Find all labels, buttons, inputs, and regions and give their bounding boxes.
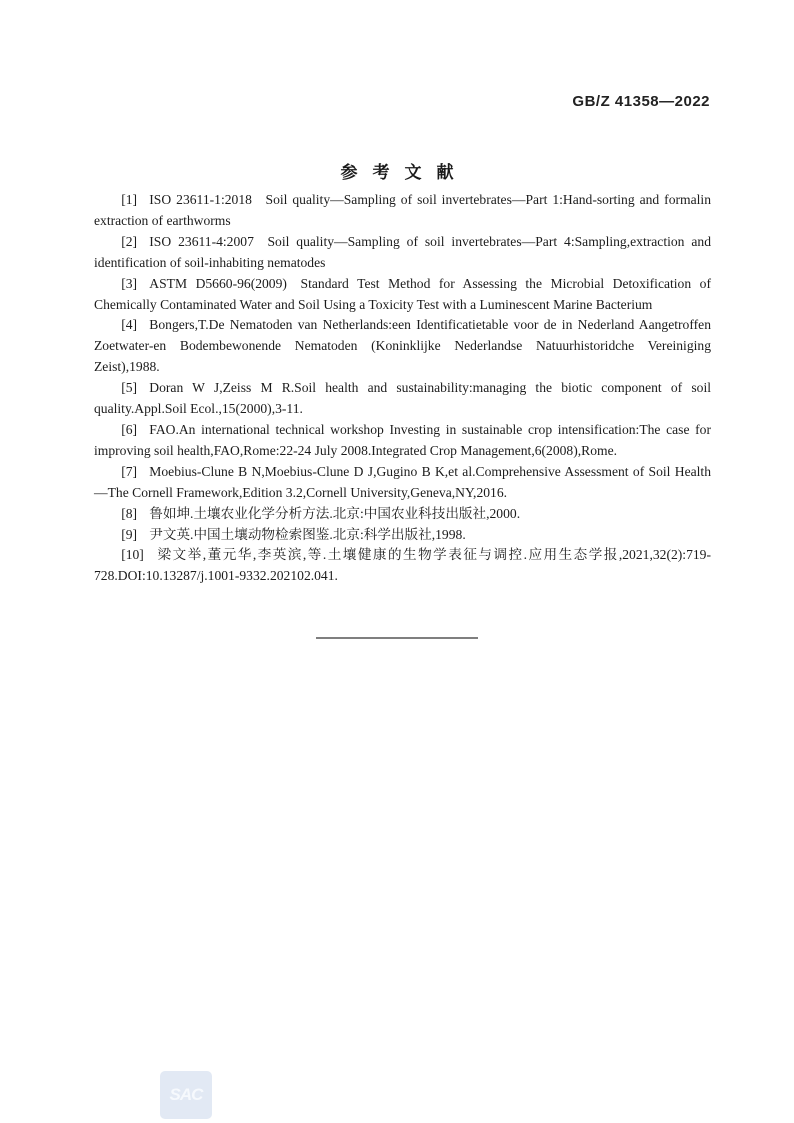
end-of-document-divider [316,637,478,639]
reference-item [94,315,711,378]
reference-item [94,274,711,316]
standard-code-header: GB/Z 41358—2022 [572,93,710,110]
reference-label: [1] [121,192,138,207]
reference-item [94,462,711,504]
reference-label: [9] [121,526,138,542]
reference-text: 梁文举,董元华,李英滨,等.土壤健康的生物学表征与调控.应用生态学报,2021,32(2):719-728.DOI:10.13287/j.1001-9332.202102.041. [94,547,711,584]
reference-item [94,525,711,546]
reference-text: Moebius-Clune B N,Moebius-Clune D J,Gugino B K,et al.Comprehensive Assessment of Soil Health—The Cornell Framework,Edition 3.2,Cornell University,Geneva,NY,2016. [94,463,711,500]
references-section-title: 参考文献 [340,163,469,182]
reference-text: ISO 23611-4:2007 Soil quality—Sampling of soil invertebrates—Part 4:Sampling,extraction and identification of soil-inhabiting nematodes [94,233,711,270]
reference-text: FAO.An international technical workshop Investing in sustainable crop intensification:The case for improving soil health,FAO,Rome:22-24 July 2008.Integrated Crop Management,6(2008),Rome. [94,421,711,458]
reference-label: [2] [121,233,138,249]
reference-label: [3] [121,275,138,291]
reference-label: [7] [121,463,138,479]
sac-logo-watermark [160,1071,212,1119]
reference-label: [8] [121,505,138,521]
reference-text: 鲁如坤.土壤农业化学分析方法.北京:中国农业科技出版社,2000. [149,505,521,521]
reference-item [94,504,711,525]
reference-text: ASTM D5660-96(2009) Standard Test Method for Assessing the Microbial Detoxification of Chemically Contaminated Water and Soil Using a Toxicity Test with a Luminescent Marine Bacterium [94,275,711,312]
reference-text: ISO 23611-1:2018 Soil quality—Sampling of soil invertebrates—Part 1:Hand-sorting and formalin extraction of earthworms [94,192,711,228]
reference-label: [10] [121,547,144,563]
reference-item [94,378,711,420]
reference-item [94,232,711,274]
reference-item [94,545,711,587]
references-list [94,190,711,587]
reference-text: Doran W J,Zeiss M R.Soil health and sustainability:managing the biotic component of soil quality.Appl.Soil Ecol.,15(2000),3-11. [94,380,711,417]
reference-label: [4] [121,317,138,333]
reference-text: Bongers,T.De Nematoden van Netherlands:een Identificatietable voor de in Nederland Aangetroffen Zoetwater-en Bodembewonende Nematoden (Koninklijke Nederlandse Natuurhistoridche Vereiniging Zeist),1988. [94,317,711,375]
reference-item [94,190,711,232]
reference-label: [5] [121,380,138,396]
reference-text: 尹文英.中国土壤动物检索图鉴.北京:科学出版社,1998. [149,526,466,542]
reference-item [94,420,711,462]
sac-logo-text: SAC [169,1085,203,1104]
reference-label: [6] [121,421,138,437]
